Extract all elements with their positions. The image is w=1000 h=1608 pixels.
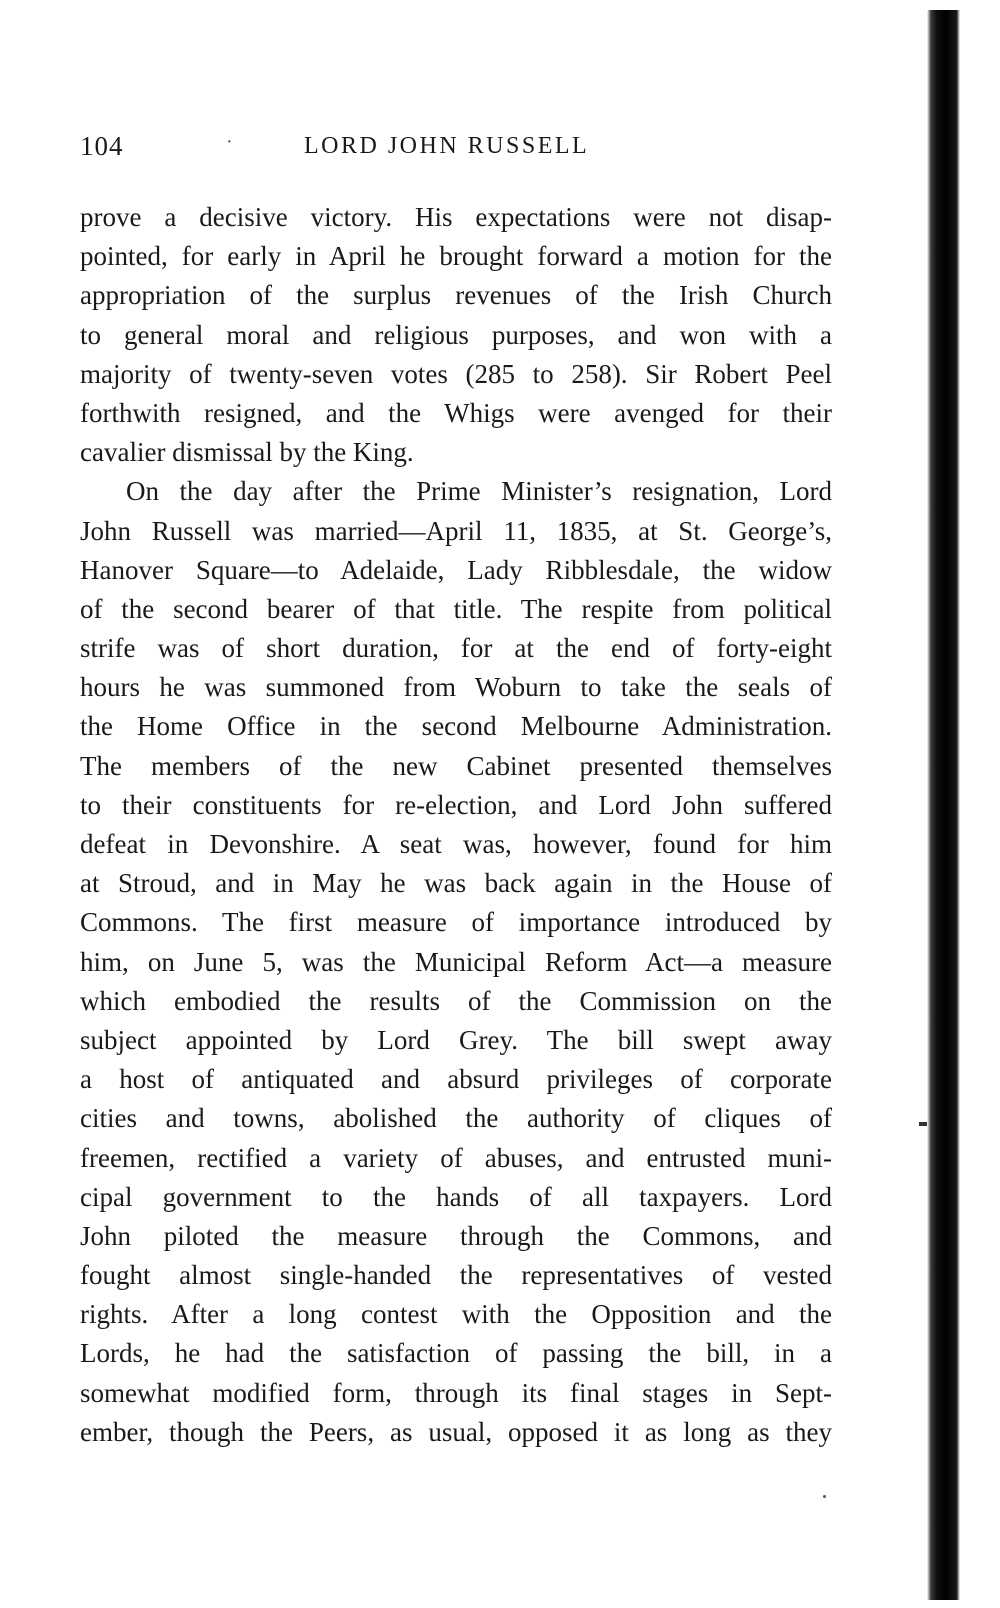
paragraph-2 xyxy=(80,472,832,1452)
paragraph-1 xyxy=(80,198,832,472)
page-edge-speck xyxy=(919,1122,927,1126)
text-line: The members of the new Cabinet presented themselves xyxy=(80,750,832,781)
page-number: 104 xyxy=(80,131,124,161)
text-line: to their constituents for re-election, and Lord John suffered xyxy=(80,789,832,820)
text-line: Lords, he had the satisfaction of passing the bill, in a xyxy=(80,1338,832,1369)
text-line: strife was of short duration, for at the end of forty-eight xyxy=(80,633,832,664)
text-line: at Stroud, and in May he was back again in the House of xyxy=(80,868,832,899)
header-dot: · xyxy=(226,131,233,153)
text-line: a host of antiquated and absurd privileges of corporate xyxy=(80,1064,832,1095)
text-line: appropriation of the surplus revenues of the Irish Church xyxy=(80,280,832,311)
text-line: subject appointed by Lord Grey. The bill swept away xyxy=(80,1024,832,1055)
text-line: hours he was summoned from Woburn to take the seals of xyxy=(80,672,832,703)
page-edge-shadow xyxy=(927,10,960,1600)
stray-ink-mark xyxy=(823,1495,826,1498)
text-line: rights. After a long contest with the Opposition and the xyxy=(80,1299,832,1330)
text-line: Commons. The first measure of importance introduced by xyxy=(80,907,832,938)
text-line: of the second bearer of that title. The respite from political xyxy=(80,593,832,624)
text-line: prove a decisive victory. His expectations were not disap- xyxy=(80,202,832,232)
text-line: fought almost single-handed the representatives of vested xyxy=(80,1260,832,1291)
text-line: freemen, rectified a variety of abuses, and entrusted muni- xyxy=(80,1142,832,1173)
text-line: ember, though the Peers, as usual, opposed it as long as they xyxy=(80,1416,832,1447)
text-line: cavalier dismissal by the King. xyxy=(80,437,414,468)
running-head: LORD JOHN RUSSELL xyxy=(304,133,590,159)
text-line: John piloted the measure through the Commons, and xyxy=(80,1220,832,1251)
text-line: pointed, for early in April he brought forward a motion for the xyxy=(80,241,832,272)
text-line: cities and towns, abolished the authority of cliques of xyxy=(80,1103,832,1134)
text-line: forthwith resigned, and the Whigs were avenged for their xyxy=(80,397,832,428)
text-line: On the day after the Prime Minister’s resignation, Lord xyxy=(126,476,832,507)
text-line: which embodied the results of the Commission on the xyxy=(80,985,832,1016)
text-line: the Home Office in the second Melbourne Administration. xyxy=(80,711,832,742)
text-line: defeat in Devonshire. A seat was, however, found for him xyxy=(80,829,832,859)
text-line: John Russell was married—April 11, 1835, at St. George’s, xyxy=(80,515,832,546)
text-line: majority of twenty-seven votes (285 to 258). Sir Robert Peel xyxy=(80,358,832,389)
text-line: to general moral and religious purposes, and won with a xyxy=(80,319,832,350)
page-header xyxy=(80,131,840,171)
text-line: Hanover Square—to Adelaide, Lady Ribblesdale, the widow xyxy=(80,554,832,585)
text-line: cipal government to the hands of all taxpayers. Lord xyxy=(80,1181,832,1212)
body-text xyxy=(80,198,832,1452)
text-line: him, on June 5, was the Municipal Reform Act—a measure xyxy=(80,946,832,977)
text-line: somewhat modified form, through its final stages in Sept- xyxy=(80,1377,832,1408)
